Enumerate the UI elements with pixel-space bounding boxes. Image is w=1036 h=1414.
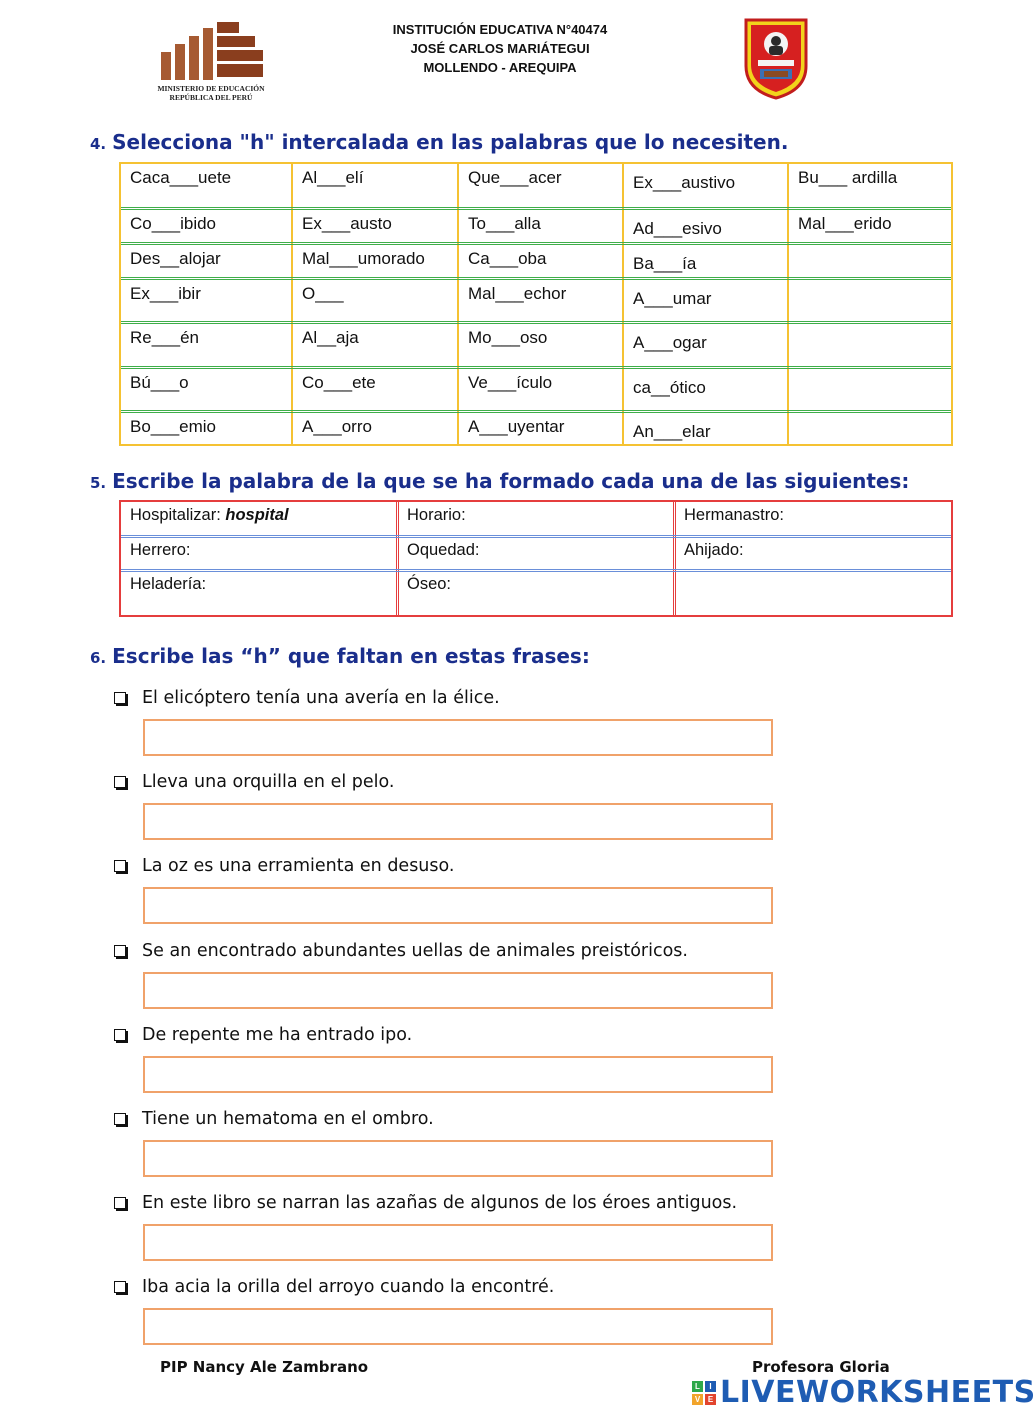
liveworksheets-squares-icon bbox=[692, 1381, 716, 1405]
sentence-text: Tiene un hematoma en el ombro. bbox=[142, 1109, 434, 1129]
word-cell[interactable]: Ba___ía bbox=[633, 254, 697, 273]
root-cell[interactable]: Oquedad: bbox=[407, 541, 480, 559]
word-cell[interactable]: Ve___ículo bbox=[468, 373, 553, 392]
word-cell[interactable]: Al___elí bbox=[302, 168, 364, 187]
word-cell[interactable]: Bu___ ardilla bbox=[798, 168, 898, 187]
sentence-text: Iba acia la orilla del arroyo cuando la encontré. bbox=[142, 1277, 555, 1298]
section-5-title bbox=[90, 469, 909, 493]
word-cell[interactable]: O___ bbox=[302, 284, 344, 303]
word-cell[interactable]: An___elar bbox=[633, 422, 711, 441]
word-cell[interactable]: Mo___oso bbox=[468, 328, 548, 347]
footer-author: PIP Nancy Ale Zambrano bbox=[160, 1358, 369, 1376]
sentence-text: Se an encontrado abundantes uellas de animales preistóricos. bbox=[142, 940, 688, 961]
word-cell[interactable]: Bú___o bbox=[130, 373, 189, 392]
section-5-title-text: Escribe la palabra de la que se ha formado cada una de las siguientes: bbox=[112, 469, 910, 493]
word-cell[interactable]: Re___én bbox=[130, 328, 200, 347]
school-name-line3: MOLLENDO - AREQUIPA bbox=[423, 60, 577, 75]
word-cell[interactable]: A___uyentar bbox=[468, 417, 565, 436]
root-cell[interactable]: Ahijado: bbox=[684, 541, 744, 559]
word-cell[interactable]: Mal___echor bbox=[468, 284, 567, 303]
school-name-line2: JOSÉ CARLOS MARIÁTEGUI bbox=[410, 41, 590, 56]
word-cell[interactable]: Ca___oba bbox=[468, 249, 547, 268]
checkbox-bullet-icon bbox=[114, 860, 126, 872]
root-cell[interactable]: Hermanastro: bbox=[684, 506, 784, 524]
word-cell[interactable]: Mal___erido bbox=[798, 214, 892, 233]
sentence-text: El elicóptero tenía una avería en la élice. bbox=[142, 688, 500, 708]
word-table bbox=[119, 162, 953, 446]
word-cell-empty[interactable] bbox=[789, 324, 951, 367]
sentence-item bbox=[114, 856, 454, 876]
word-cell[interactable]: Co___ibido bbox=[130, 214, 217, 233]
sentence-item bbox=[114, 1109, 434, 1129]
checkbox-bullet-icon bbox=[114, 776, 126, 788]
checkbox-bullet-icon bbox=[114, 1197, 126, 1209]
answer-input[interactable] bbox=[143, 1140, 773, 1177]
answer-input[interactable] bbox=[143, 719, 773, 756]
root-word-table bbox=[119, 500, 953, 617]
word-cell-empty[interactable] bbox=[789, 245, 951, 278]
word-cell-empty[interactable] bbox=[789, 413, 951, 444]
word-cell[interactable]: Ex___ibir bbox=[130, 284, 201, 303]
section-5-number: 5. bbox=[90, 474, 107, 492]
example-label: Hospitalizar: bbox=[130, 506, 221, 524]
answer-input[interactable] bbox=[143, 972, 773, 1009]
checkbox-bullet-icon bbox=[114, 1029, 126, 1041]
liveworksheets-logo bbox=[692, 1375, 1036, 1410]
sentence-item bbox=[114, 772, 394, 792]
brand-letter-square: E bbox=[705, 1394, 716, 1405]
checkbox-bullet-icon bbox=[114, 1281, 126, 1293]
school-header bbox=[330, 20, 670, 77]
word-cell[interactable]: To___alla bbox=[468, 214, 541, 233]
word-cell[interactable]: ca__ótico bbox=[633, 378, 706, 397]
ministry-logo-graphic bbox=[155, 22, 267, 80]
section-4-number: 4. bbox=[90, 135, 107, 153]
root-cell[interactable]: Heladería: bbox=[130, 575, 207, 593]
footer-teacher: Profesora Gloria bbox=[752, 1358, 890, 1376]
section-4-title-text: Selecciona "h" intercalada en las palabras que lo necesiten. bbox=[112, 130, 789, 154]
word-cell[interactable]: Ad___esivo bbox=[633, 219, 722, 238]
word-cell[interactable]: Ex___austo bbox=[302, 214, 392, 233]
ministry-caption-line1: MINISTERIO DE EDUCACIÓN bbox=[157, 84, 265, 93]
root-cell-empty[interactable] bbox=[675, 571, 953, 575]
root-cell[interactable]: Herrero: bbox=[130, 541, 191, 559]
section-6-number: 6. bbox=[90, 649, 107, 667]
root-cell[interactable]: Óseo: bbox=[407, 575, 452, 593]
checkbox-bullet-icon bbox=[114, 945, 126, 957]
sentence-item bbox=[114, 941, 688, 961]
answer-input[interactable] bbox=[143, 803, 773, 840]
example-answer: hospital bbox=[225, 506, 289, 524]
sentence-text: La oz es una erramienta en desuso. bbox=[142, 856, 455, 877]
school-name-line1: INSTITUCIÓN EDUCATIVA N°40474 bbox=[392, 22, 608, 37]
sentence-text: De repente me ha entrado ipo. bbox=[142, 1024, 413, 1045]
word-cell[interactable]: Al__aja bbox=[302, 328, 359, 347]
word-cell[interactable]: A___umar bbox=[633, 289, 712, 308]
answer-input[interactable] bbox=[143, 1056, 773, 1093]
section-6-title-text: Escribe las “h” que faltan en estas frases: bbox=[112, 644, 590, 668]
word-cell[interactable]: Mal___umorado bbox=[302, 249, 425, 268]
section-6-title bbox=[90, 644, 590, 668]
sentence-text: Lleva una orquilla en el pelo. bbox=[142, 772, 395, 793]
ministry-caption-line2: REPÚBLICA DEL PERÚ bbox=[169, 93, 253, 102]
checkbox-bullet-icon bbox=[114, 1113, 126, 1125]
word-cell[interactable]: A___ogar bbox=[633, 333, 707, 352]
answer-input[interactable] bbox=[143, 1224, 773, 1261]
checkbox-bullet-icon bbox=[114, 692, 126, 704]
word-cell[interactable]: Co___ete bbox=[302, 373, 376, 392]
sentence-item bbox=[114, 1193, 737, 1213]
sentence-item bbox=[114, 1025, 412, 1045]
root-cell-example bbox=[121, 502, 396, 525]
word-cell[interactable]: Bo___emio bbox=[130, 417, 217, 436]
liveworksheets-wordmark: LIVEWORKSHEETS bbox=[720, 1375, 1036, 1410]
sentence-item bbox=[114, 1277, 554, 1297]
root-cell[interactable]: Horario: bbox=[407, 506, 466, 524]
word-cell[interactable]: Caca___uete bbox=[130, 168, 232, 187]
brand-letter-square: L bbox=[692, 1381, 703, 1392]
word-cell-empty[interactable] bbox=[789, 369, 951, 411]
word-cell[interactable]: Ex___austivo bbox=[633, 173, 736, 192]
sentence-item bbox=[114, 688, 500, 708]
word-cell[interactable]: Des__alojar bbox=[130, 249, 221, 268]
answer-input[interactable] bbox=[143, 1308, 773, 1345]
word-cell[interactable]: A___orro bbox=[302, 417, 372, 436]
answer-input[interactable] bbox=[143, 887, 773, 924]
brand-letter-square: I bbox=[705, 1381, 716, 1392]
school-crest-icon bbox=[742, 16, 810, 100]
section-4-title bbox=[90, 130, 788, 154]
sentence-text: En este libro se narran las azañas de algunos de los éroes antiguos. bbox=[142, 1193, 738, 1214]
word-cell[interactable]: Que___acer bbox=[468, 168, 562, 187]
word-cell-empty[interactable] bbox=[789, 280, 951, 322]
brand-letter-square: V bbox=[692, 1394, 703, 1405]
ministry-logo bbox=[155, 22, 267, 110]
